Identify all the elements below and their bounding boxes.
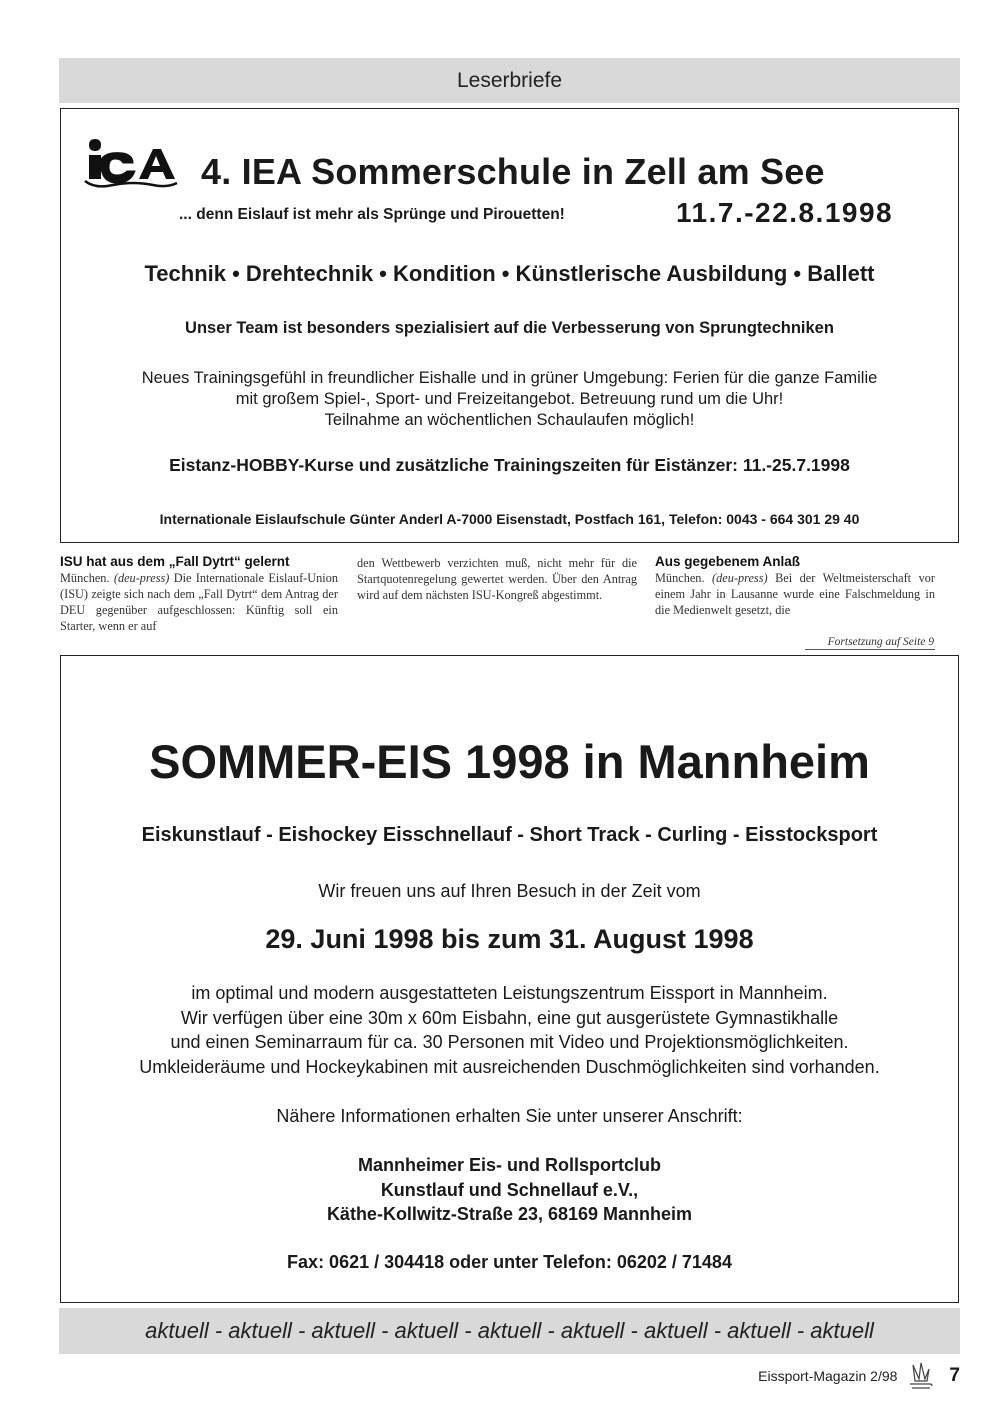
description-line: und einen Seminarraum für ca. 30 Personen mit Video und Projektionsmöglichkeiten. xyxy=(170,1032,849,1052)
article-body xyxy=(60,570,338,634)
ad-contact: Fax: 0621 / 304418 oder unter Telefon: 06202 / 71484 xyxy=(287,1252,732,1272)
description-line: im optimal und modern ausgestatteten Leistungszentrum Eissport in Mannheim. xyxy=(191,983,828,1003)
article-body xyxy=(655,570,935,618)
banner-text: aktuell - aktuell - aktuell - aktuell - aktuell - aktuell - aktuell - aktuell - aktuell xyxy=(145,1318,874,1343)
continuation-link[interactable]: Fortsetzung auf Seite 9 xyxy=(827,636,934,648)
ad-sports: Eiskunstlauf - Eishockey Eisschnellauf - Short Track - Curling - Eisstocksport xyxy=(141,824,878,846)
article-dateline: München. xyxy=(60,571,110,585)
mannheim-advertisement xyxy=(60,655,959,1303)
aktuell-banner xyxy=(59,1308,960,1354)
article-text: Bei der Weltmeisterschaft vor einem Jahr in Lausanne wurde eine Falschmeldung in die Medienwelt gesetzt, die xyxy=(655,571,935,617)
ad-title: 4. IEA Sommerschule in Zell am See xyxy=(201,151,825,192)
news-article-isu xyxy=(60,553,338,634)
iea-logo xyxy=(81,131,181,191)
ad-description xyxy=(61,368,958,431)
club-line: Kunstlauf und Schnellauf e.V., xyxy=(380,1179,639,1200)
ad-dates: 29. Juni 1998 bis zum 31. August 1998 xyxy=(265,924,754,954)
magazine-issue: Eissport-Magazin 2/98 xyxy=(758,1368,898,1384)
iea-advertisement xyxy=(60,108,959,543)
ad-hobby-courses: Eistanz-HOBBY-Kurse und zusätzliche Trainingszeiten für Eistänzer: 11.-25.7.1998 xyxy=(169,455,850,475)
ad-address: Internationale Eislaufschule Günter Anderl A-7000 Eisenstadt, Postfach 161, Telefon: 0043 - 664 301 29 40 xyxy=(159,511,860,527)
description-line: Wir verfügen über eine 30m x 60m Eisbahn, eine gut ausgerüstete Gymnastikhalle xyxy=(180,1007,839,1028)
club-line: Käthe-Kollwitz-Straße 23, 68169 Mannheim xyxy=(326,1204,693,1224)
ad-welcome: Wir freuen uns auf Ihren Besuch in der Zeit vom xyxy=(318,881,701,901)
article-text: Die Internationale Eislauf-Union (ISU) zeigte sich nach dem „Fall Dytrt“ dem Antrag der DEU gegenüber aufgeschlossen: Künftig soll ein Starter, wenn er auf xyxy=(60,571,338,633)
ad-topics: Technik • Drehtechnik • Kondition • Künstlerische Ausbildung • Ballett xyxy=(144,261,875,286)
description-line: mit großem Spiel-, Sport- und Freizeitangebot. Betreuung rund um die Uhr! xyxy=(235,390,784,408)
ad-description xyxy=(61,981,958,1079)
section-header xyxy=(59,58,960,103)
ad-club-address xyxy=(61,1153,958,1227)
news-article-isu-continued xyxy=(357,555,637,603)
club-line: Mannheimer Eis- und Rollsportclub xyxy=(357,1155,662,1175)
page-footer xyxy=(758,1361,960,1391)
article-text-continued: den Wettbewerb verzichten muß, nicht mehr für die Startquotenregelung gewertet werden. Über den Antrag wird auf dem nächsten ISU-Kongreß abgestimmt. xyxy=(357,556,637,602)
page-number: 7 xyxy=(949,1365,960,1386)
ad-tagline: ... denn Eislauf ist mehr als Sprünge und Pirouetten! xyxy=(179,206,565,223)
article-source: (deu-press) xyxy=(113,571,170,585)
article-headline: Aus gegebenem Anlaß xyxy=(655,554,801,569)
section-title: Leserbriefe xyxy=(456,69,563,92)
ad-title: SOMMER-EIS 1998 in Mannheim xyxy=(149,735,870,788)
continuation-rule xyxy=(805,649,935,650)
description-line: Teilnahme an wöchentlichen Schaulaufen möglich! xyxy=(324,411,695,429)
article-dateline: München. xyxy=(655,571,705,585)
description-line: Umkleideräume und Hockeykabinen mit ausreichenden Duschmöglichkeiten sind vorhanden. xyxy=(139,1056,880,1077)
ad-dates: 11.7.-22.8.1998 xyxy=(676,197,894,228)
ad-team-note: Unser Team ist besonders spezialisiert auf die Verbesserung von Sprungtechniken xyxy=(185,319,834,337)
skate-icon xyxy=(907,1361,933,1391)
article-source: (deu-press) xyxy=(712,571,768,585)
description-line: Neues Trainingsgefühl in freundlicher Eishalle und in grüner Umgebung: Ferien für die ganze Familie xyxy=(141,369,878,387)
article-headline: ISU hat aus dem „Fall Dytrt“ gelernt xyxy=(60,554,290,569)
ad-info: Nähere Informationen erhalten Sie unter unserer Anschrift: xyxy=(276,1106,743,1126)
news-article-anlass xyxy=(655,553,935,618)
